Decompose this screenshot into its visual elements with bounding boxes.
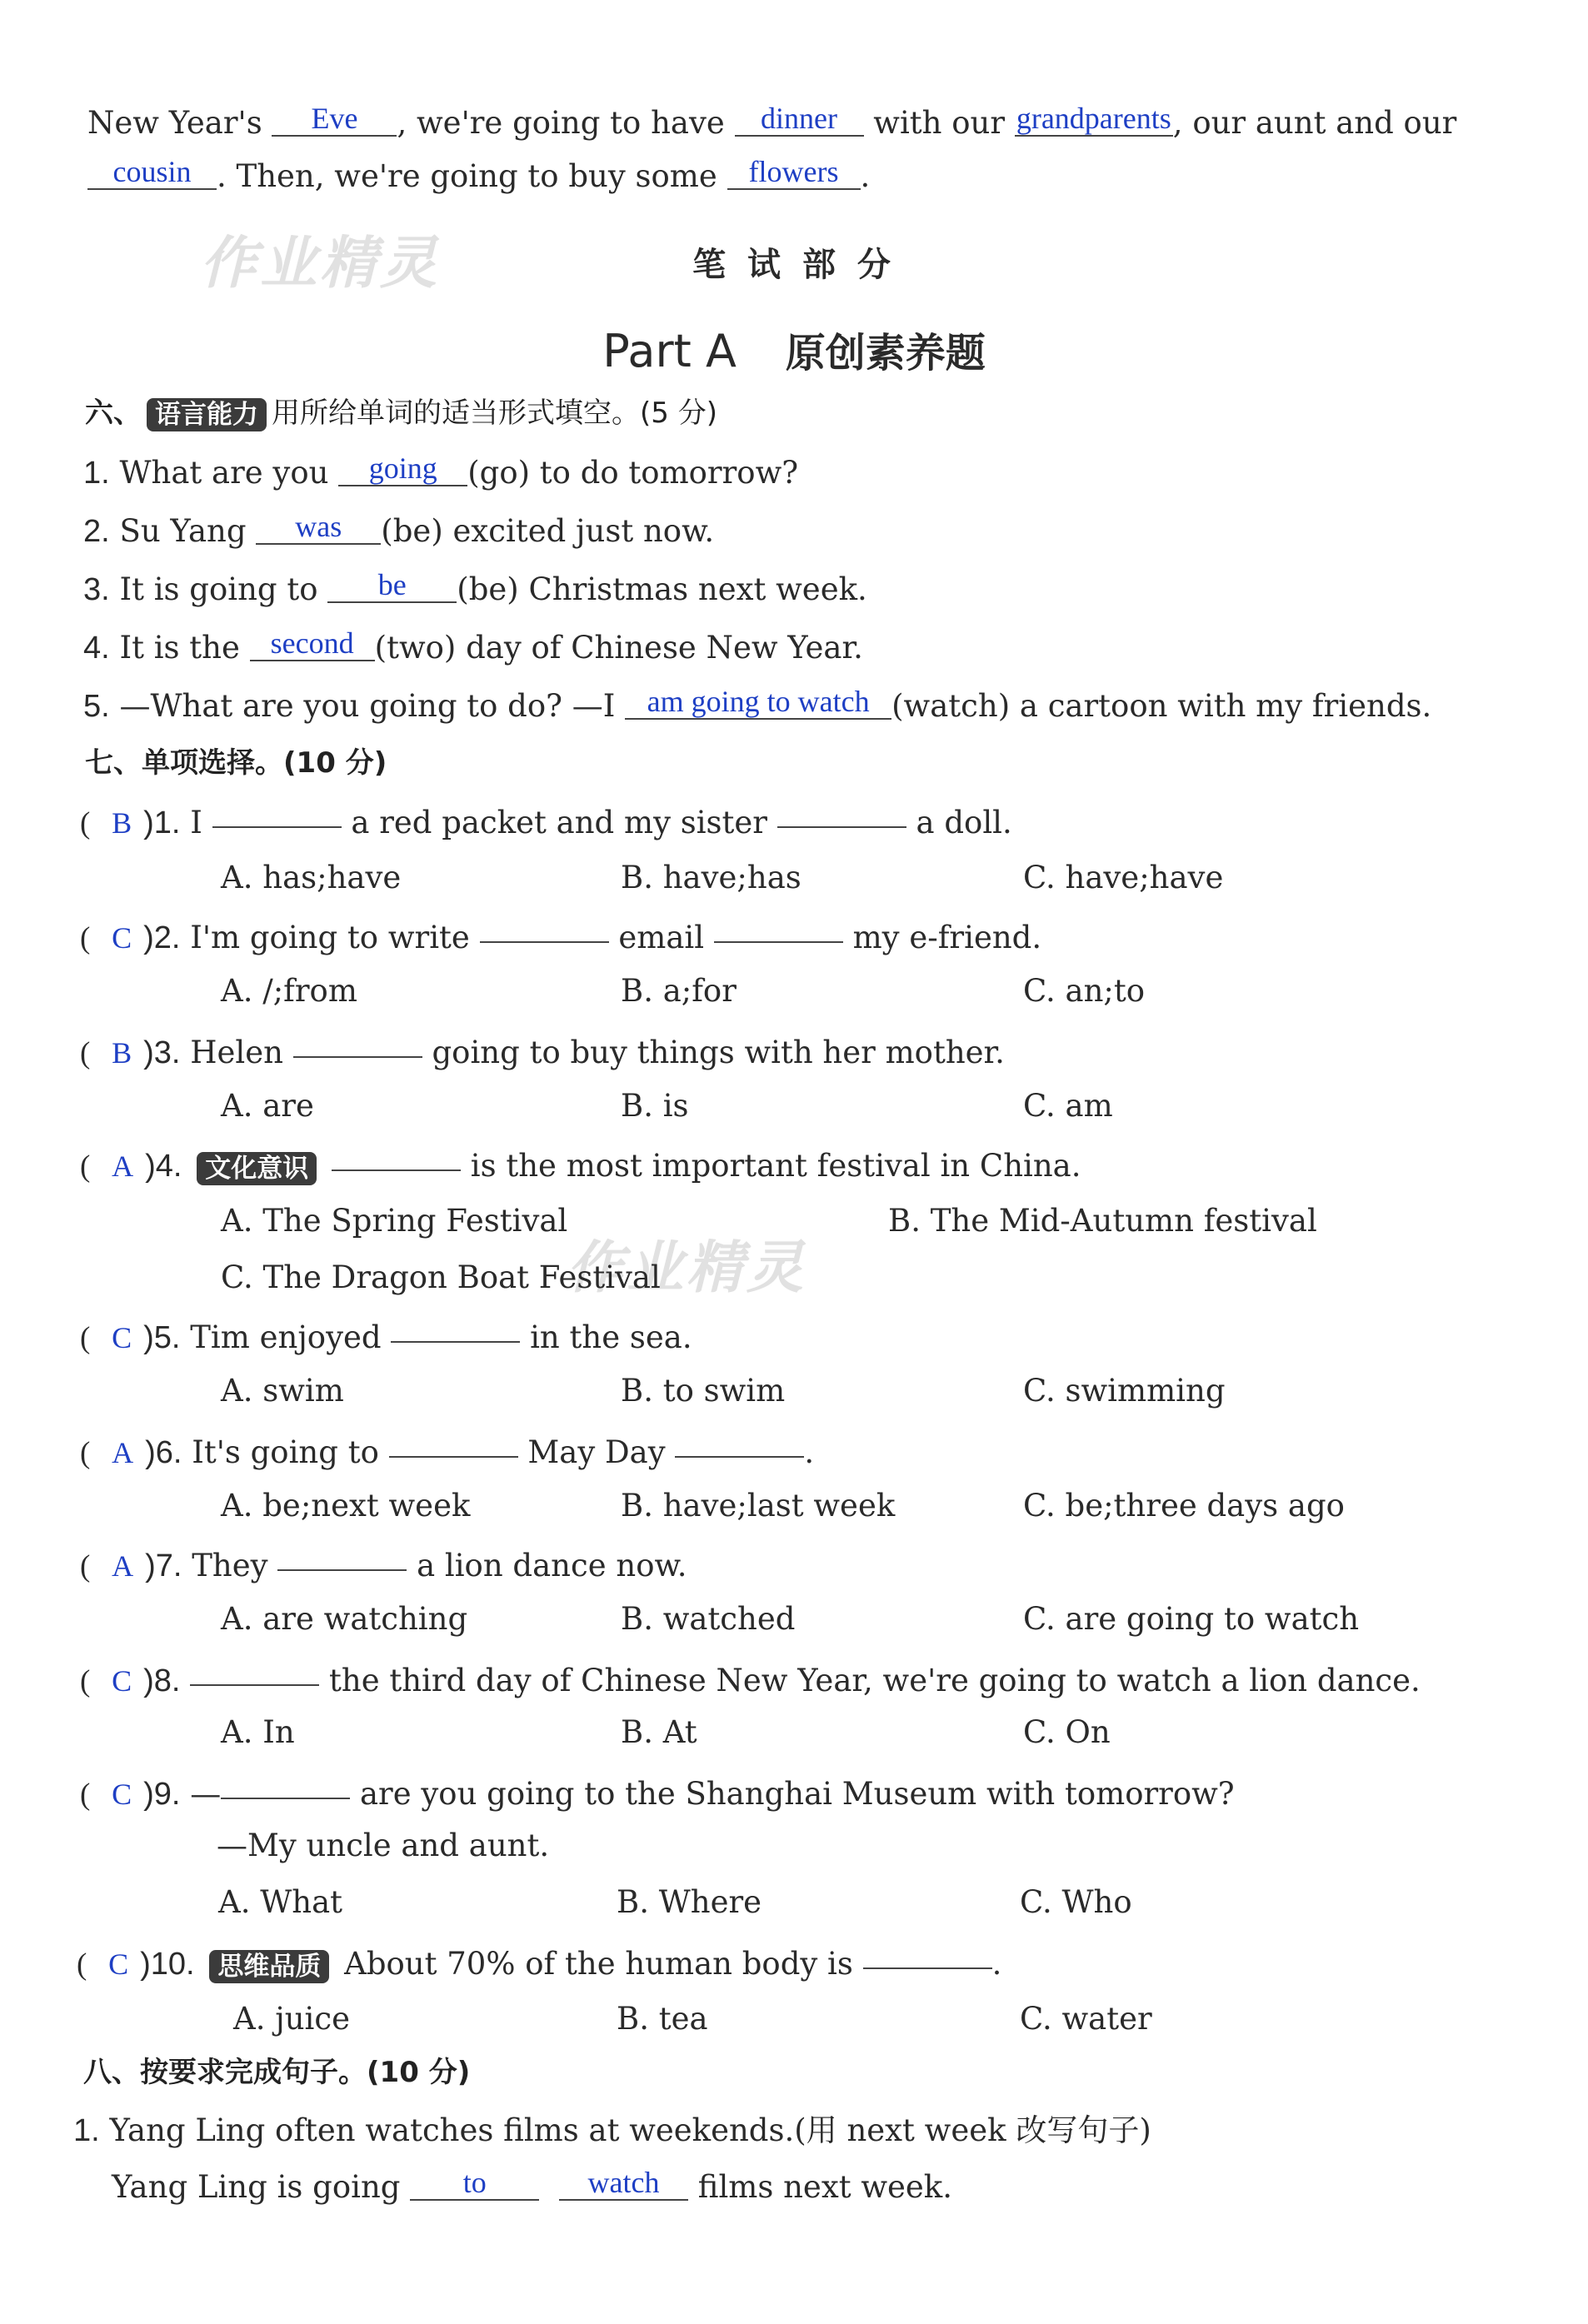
answer-text: watch	[587, 2166, 660, 2199]
question-text: a red packet and my sister	[351, 805, 767, 840]
item-number: )10.	[140, 1947, 195, 1982]
section-title: 笔 试 部 分	[692, 246, 896, 284]
option-c[interactable]: C. Who	[1020, 1884, 1132, 1920]
paren-open: (	[80, 1664, 91, 1698]
option-a[interactable]: A. be;next week	[221, 1488, 471, 1524]
s7-question-10	[77, 1939, 1001, 1987]
passage-line-2	[87, 155, 870, 198]
question-text: About 70% of the human body is	[344, 1946, 853, 1982]
item-text: (be) excited just now.	[381, 513, 715, 549]
answer-cousin: cousin	[112, 155, 192, 188]
question-text: It's going to	[192, 1434, 379, 1470]
option-b[interactable]: B. At	[621, 1714, 697, 1750]
question-text: They	[192, 1548, 268, 1583]
answer-blank[interactable]	[391, 1308, 520, 1343]
s7-question-9-reply: —My uncle and aunt.	[217, 1828, 550, 1863]
answer-blank[interactable]	[250, 626, 375, 661]
s7-question-7	[80, 1541, 687, 1588]
section-number: 六、	[85, 396, 142, 430]
question-text: are you going to the Shanghai Museum with tomorrow?	[360, 1776, 1235, 1812]
answer-blank[interactable]	[212, 793, 342, 828]
s6-item-5	[83, 685, 1431, 728]
s6-item-1	[83, 451, 798, 495]
paren-open: (	[80, 1036, 91, 1070]
option-a[interactable]: A. /;from	[221, 973, 357, 1009]
answer-eve: Eve	[311, 102, 358, 135]
item-number: )2.	[143, 920, 181, 955]
answer-blank[interactable]	[735, 102, 864, 137]
question-text: going to buy things with her mother.	[432, 1035, 1005, 1070]
answer-blank[interactable]	[777, 793, 906, 828]
paren-open: (	[80, 1150, 91, 1184]
option-c[interactable]: C. an;to	[1023, 973, 1146, 1009]
s7-question-1	[80, 798, 1012, 845]
section-6-heading	[85, 391, 717, 435]
answer-blank[interactable]	[87, 155, 217, 190]
passage-text: with our	[863, 105, 1015, 141]
s7-question-3	[80, 1028, 1005, 1075]
s7-question-9	[80, 1769, 1235, 1817]
option-b[interactable]: B. have;has	[621, 860, 801, 895]
answer-blank[interactable]	[1015, 102, 1173, 137]
question-hint: (用 next week 改写句子)	[794, 2112, 1151, 2148]
s6-item-2	[83, 510, 714, 553]
option-a[interactable]: A. swim	[221, 1373, 344, 1409]
item-text: Su Yang	[119, 513, 257, 549]
question-text: Tim enjoyed	[190, 1319, 382, 1355]
s8-question-1-answer	[112, 2166, 952, 2209]
answer-blank[interactable]	[332, 1136, 461, 1171]
option-b[interactable]: B. is	[621, 1088, 689, 1124]
item-number: )5.	[143, 1320, 181, 1355]
paren-open: (	[80, 1778, 91, 1812]
question-text: my e-friend.	[852, 920, 1042, 955]
s8-question-1	[73, 2109, 1151, 2152]
question-text: .	[804, 1434, 815, 1470]
option-a[interactable]: A. The Spring Festival	[221, 1203, 568, 1239]
answer-prefix: Yang Ling is going	[112, 2169, 411, 2205]
answer-blank[interactable]	[480, 908, 609, 943]
option-b[interactable]: B. a;for	[621, 973, 737, 1009]
passage-text: , our aunt and our	[1172, 105, 1457, 141]
s6-item-3	[83, 568, 867, 611]
watermark-top: 作业精灵	[200, 231, 441, 297]
item-number: 3.	[83, 572, 110, 607]
part-name: 原创素养题	[785, 330, 986, 377]
option-a[interactable]: A. are	[221, 1088, 314, 1124]
question-text: .	[991, 1946, 1002, 1982]
item-number: )1.	[143, 805, 181, 840]
question-text: in the sea.	[530, 1319, 692, 1355]
badge-thinking: 思维品质	[209, 1950, 329, 1983]
choice-answer: A	[112, 1436, 134, 1469]
item-number: )7.	[145, 1549, 182, 1583]
answer-blank[interactable]	[727, 155, 861, 190]
s7-question-5	[80, 1313, 692, 1360]
answer-blank[interactable]	[190, 1651, 319, 1686]
part-title	[0, 321, 1588, 378]
item-number: )3.	[143, 1035, 181, 1070]
answer-blank[interactable]	[256, 510, 381, 545]
item-number: )6.	[145, 1435, 182, 1470]
answer-text: am going to watch	[647, 685, 870, 718]
answer-blank[interactable]	[714, 908, 843, 943]
answer-blank[interactable]	[327, 568, 457, 603]
item-number: 1.	[73, 2113, 100, 2148]
choice-answer: C	[112, 1778, 132, 1811]
option-a[interactable]: A. has;have	[221, 860, 402, 895]
watermark-middle: 作业精灵	[567, 1235, 807, 1301]
item-text: (two) day of Chinese New Year.	[374, 630, 863, 666]
paren-open: (	[80, 1549, 91, 1583]
answer-blank[interactable]	[863, 1934, 992, 1969]
answer-blank[interactable]	[389, 1423, 518, 1458]
answer-blank[interactable]	[277, 1536, 407, 1571]
choice-answer: B	[112, 806, 132, 840]
s7-question-8	[80, 1656, 1421, 1703]
choice-answer: C	[112, 1664, 132, 1698]
item-number: 2.	[83, 514, 110, 549]
item-text: What are you	[119, 455, 339, 491]
option-b[interactable]: B. tea	[617, 2001, 708, 2037]
option-a[interactable]: A. In	[221, 1714, 295, 1750]
answer-dinner: dinner	[761, 102, 837, 135]
option-b[interactable]: B. Where	[617, 1884, 762, 1920]
item-text: (watch) a cartoon with my friends.	[891, 688, 1432, 724]
option-c[interactable]: C. The Dragon Boat Festival	[221, 1259, 661, 1295]
item-text: —What are you going to do? —I	[119, 688, 626, 724]
section-7-heading: 七、单项选择。(10 分)	[85, 746, 387, 780]
passage-text: . Then, we're going to buy some	[217, 158, 727, 194]
option-b[interactable]: B. to swim	[621, 1373, 786, 1409]
item-number: 5.	[83, 689, 110, 724]
option-b[interactable]: B. watched	[621, 1601, 796, 1637]
passage-text: .	[860, 158, 871, 194]
item-text: (go) to do tomorrow?	[467, 455, 799, 491]
item-number: 1.	[83, 456, 110, 491]
answer-grandparents: grandparents	[1016, 102, 1171, 135]
part-label: Part A	[602, 325, 737, 377]
paren-open: (	[80, 921, 91, 955]
answer-blank[interactable]	[293, 1023, 422, 1058]
s7-question-6	[80, 1428, 814, 1475]
choice-answer: C	[108, 1947, 129, 1981]
answer-blank[interactable]	[338, 451, 467, 486]
answer-blank[interactable]	[272, 102, 397, 137]
answer-blank[interactable]	[221, 1764, 350, 1799]
question-text: Yang Ling often watches films at weekends.	[109, 2112, 795, 2148]
option-c[interactable]: C. swimming	[1023, 1373, 1226, 1409]
section-8-heading: 八、按要求完成句子。(10 分)	[83, 2056, 471, 2089]
answer-text: be	[377, 568, 407, 601]
option-a[interactable]: A. juice	[233, 2001, 350, 2037]
question-text: email	[618, 920, 705, 955]
paren-open: (	[80, 1436, 91, 1470]
s7-question-4	[80, 1141, 1081, 1189]
choice-answer: A	[112, 1549, 134, 1583]
answer-suffix: films next week.	[688, 2169, 952, 2205]
answer-blank[interactable]	[625, 685, 891, 720]
passage-text: , we're going to have	[397, 105, 735, 141]
question-text: a doll.	[916, 805, 1012, 840]
passage-line-1	[87, 102, 1456, 145]
s6-item-4	[83, 626, 863, 670]
answer-text: going	[368, 451, 437, 485]
passage-text: New Year's	[87, 105, 272, 141]
paren-open: (	[80, 1321, 91, 1355]
question-text: I	[190, 805, 202, 840]
question-text: is the most important festival in China.	[470, 1148, 1081, 1184]
option-a[interactable]: A. What	[218, 1884, 343, 1920]
option-c[interactable]: C. water	[1020, 2001, 1152, 2037]
item-text: It is going to	[119, 571, 328, 607]
answer-blank[interactable]	[559, 2166, 688, 2201]
choice-answer: A	[112, 1150, 134, 1183]
option-a[interactable]: A. are watching	[221, 1601, 468, 1637]
choice-answer: B	[112, 1036, 132, 1070]
badge-culture: 文化意识	[197, 1152, 317, 1185]
option-c[interactable]: C. have;have	[1023, 860, 1224, 895]
item-number: 4.	[83, 631, 110, 666]
answer-flowers: flowers	[748, 155, 839, 188]
badge-language: 语言能力	[147, 398, 267, 431]
s7-question-2	[80, 913, 1041, 960]
question-text: May Day	[527, 1434, 666, 1470]
question-text: the third day of Chinese New Year, we're going to watch a lion dance.	[329, 1663, 1421, 1698]
choice-answer: C	[112, 921, 132, 955]
option-c[interactable]: C. am	[1023, 1088, 1113, 1124]
paren-open: (	[77, 1947, 87, 1982]
answer-text: to	[462, 2166, 487, 2199]
question-text: Helen	[190, 1035, 283, 1070]
option-b[interactable]: B. have;last week	[621, 1488, 896, 1524]
item-number: )9.	[143, 1777, 181, 1812]
paren-open: (	[80, 806, 91, 840]
answer-blank[interactable]	[675, 1423, 804, 1458]
option-c[interactable]: C. are going to watch	[1023, 1601, 1360, 1637]
choice-answer: C	[112, 1321, 132, 1354]
answer-blank[interactable]	[410, 2166, 539, 2201]
answer-text: was	[295, 510, 342, 543]
question-text: I'm going to write	[190, 920, 470, 955]
question-text: —	[190, 1776, 222, 1812]
item-text: It is the	[119, 630, 250, 666]
option-b[interactable]: B. The Mid-Autumn festival	[888, 1203, 1317, 1239]
answer-text: second	[270, 626, 354, 660]
item-text: (be) Christmas next week.	[457, 571, 867, 607]
item-number: )8.	[143, 1663, 181, 1698]
question-text: a lion dance now.	[417, 1548, 687, 1583]
item-number: )4.	[145, 1149, 182, 1184]
option-c[interactable]: C. On	[1023, 1714, 1111, 1750]
section-instructions: 用所给单词的适当形式填空。(5 分)	[272, 396, 717, 430]
option-c[interactable]: C. be;three days ago	[1023, 1488, 1345, 1524]
